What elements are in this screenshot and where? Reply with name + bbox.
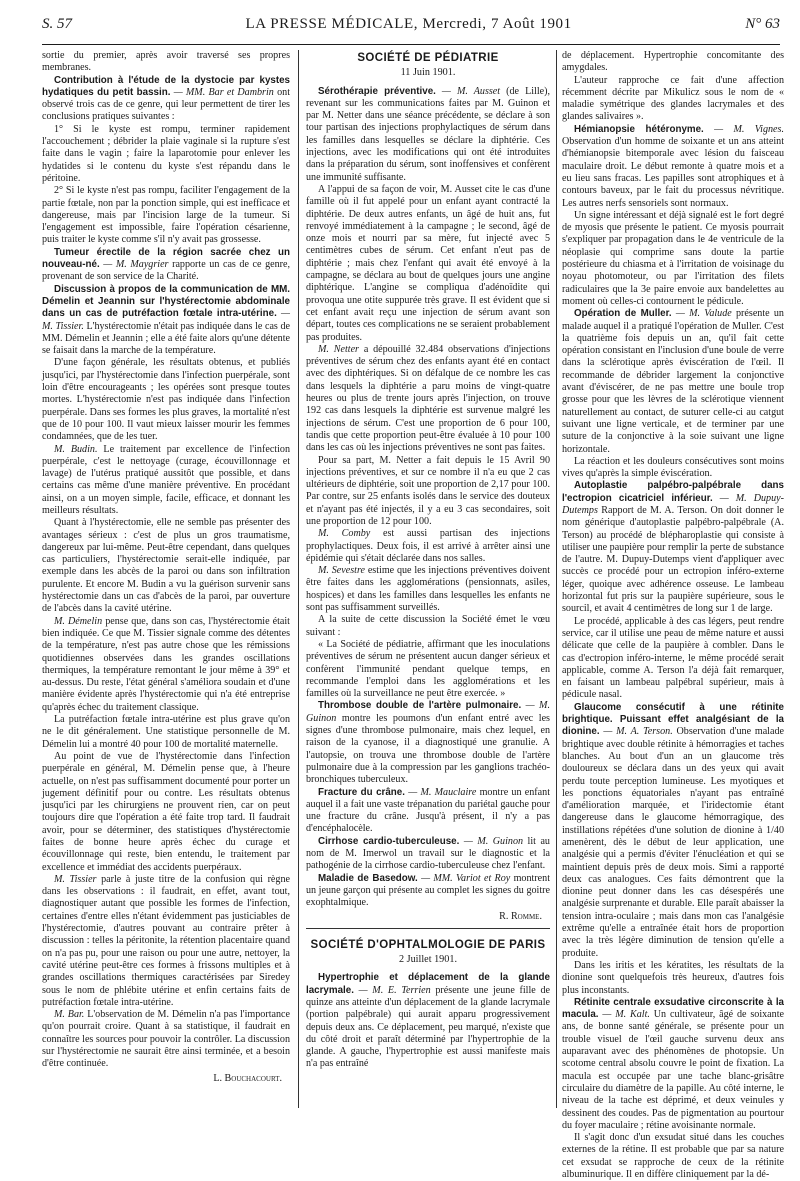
article-title: Discussion à propos de la communication de MM. Démelin et Jeannin sur l'hystérectomie abdominale dans un cas de putréfaction fœtale intra-utérine.: [42, 283, 290, 320]
signature: L. Bouchacourt.: [213, 1072, 282, 1084]
column-2: [306, 50, 550, 1110]
paragraph: Au point de vue de l'hystérectomie dans l'infection puerpérale en général, M. Démelin pense que, à l'heure actuelle, on n'est pas suffisamment documenté pour porter un jugement définitif pour ou contre. Les résultats obtenus jusqu'ici par les chirurgiens ne prouvent rien, car on peut toujours dire que l'opération a été faite trop tard. Il faudrait avoir, pour se déterminer, des statistiques d'hystérectomie faites de bonne heure après échec du curage et écouvillonnage qui reste, bien entendu, le traitement par excellence et immédiat des accidents puerpéraux.: [42, 750, 290, 873]
article-cirrhose: [306, 836, 550, 873]
column-divider: [556, 50, 557, 1108]
quote: « La Société de pédiatrie, affirmant que les inoculations préventives de sérum ne présentent aucun danger sérieux et confèrent l'immunité pendant quelque temps, en recommande l'emploi dans les agglomérations et les familles où la surveillance ne peut être exercée. »: [306, 638, 550, 700]
paragraph: 1° Si le kyste est rompu, terminer rapidement l'accouchement ; débrider la plaie vaginale si la rupture s'est faite dans le vagin ; faire la laparotomie pour enlever les hydatides si le contenu du kyste s'est répandu dans le péritoine.: [42, 123, 290, 184]
article-authors: — M. Dupuy-Dutemps: [562, 492, 784, 516]
article-title: Thrombose double de l'artère pulmonaire.: [318, 700, 522, 712]
article-title: Fracture du crâne.: [318, 786, 405, 798]
article-authors: — M. Tissier.: [42, 308, 290, 332]
article-title: Tumeur érectile de la région sacrée chez un nouveau-né.: [42, 246, 290, 271]
paragraph: [42, 874, 290, 1009]
column-divider: [298, 50, 299, 1108]
paragraph: La réaction et les douleurs consécutives sont moins vives qu'après la simple éviscération.: [562, 455, 784, 480]
article-title: Hémianopsie hétéronyme.: [574, 123, 704, 135]
article-authors: — M. Maygrier: [103, 259, 169, 271]
page-header: [42, 16, 780, 45]
article-authors: — M. Guinon: [306, 700, 550, 724]
speaker-name: M. Comby: [318, 528, 371, 540]
speaker-name: M. Netter: [318, 343, 359, 355]
page-number-left: S. 57: [42, 16, 72, 32]
paragraph: [42, 616, 290, 714]
article-glaucome: [562, 702, 784, 960]
article-title: Hypertrophie et déplacement de la glande lacrymale.: [306, 972, 550, 996]
article-authors: — M. Vignes.: [714, 123, 784, 135]
paragraph: A l'appui de sa façon de voir, M. Ausset cite le cas d'une famille où il fut appelé pour un enfant ayant contracté la diphtérie. De deux autres enfants, un âgé de huit ans, fut renvoyé immédiatement à la campagne ; le second, âgé de onze mois et nourri par sa mère, fut injecté avec 5 centimètres cubes de sérum. Cet enfant n'eut pas de diphtérie ; mais chez l'enfant qui avait été envoyé à la campagne, se déclara au bout de quelques jours une angine diphtérique. L'angine se compliqua d'adénoïdite qui provoqua une otite suppurée très grave. Il est évident que si cet enfant avait reçu une injection de sérum avant son départ, toutes ces complications ne se seraient probablement pas produites.: [306, 183, 550, 343]
article-text: présente une jeune fille de quinze ans atteinte d'un déplacement de la glande lacrymale (portion palpébrale) qui aurait apparu progressivement depuis deux ans. Ce déplacement, peu marqué, n'existe que du côté droit et paraît déterminé par l'hypertrophie de la glande. A gauche, l'hypertrophie est aussi manifeste mais n'a pas entraîné: [306, 984, 550, 1070]
journal-title: LA PRESSE MÉDICALE, Mercredi, 7 Août 1901: [245, 16, 572, 32]
paragraph: Dans les iritis et les kératites, les résultats de la dionine sont quelquefois très heureux, d'autres fois plus inconstants.: [562, 959, 784, 996]
article-text: Observation d'une malade brightique avec double rétinite à hémorragies et taches blanches. Au bout d'un an un glaucome très douloureux se déclara dans un des yeux qui avait perdu toute perception lumineuse. Les myotiques et les ponctions équatoriales n'ayant pas entraîné d'amélioration marquée, et l'iridectomie étant dangereuse dans le glaucome hémorragique, des instillations répétées d'une solution de dionine à 1/40 amenèrent, dès le début de leur application, une analgésie qui a permis d'éviter l'énucléation et qui se maintient depuis près de deux mois. Simi a rapporté deux cas analogues. Ces faits démontrent que la dionine peut donner dans les cas désespérés une analgésie surprenante et durable. Elle paraît abaisser la tension intra-oculaire ; mais dans mon cas l'analgésie extrême qu'elle a entraînée était hors de proportion avec la très légère diminution de tension qu'elle a produite.: [562, 726, 784, 959]
article-title: Sérothérapie préventive.: [318, 85, 436, 97]
article-fracture: [306, 787, 550, 836]
article-text: ont observé trois cas de ce genre, qui leur permettent de tirer les conclusions pratiques suivantes :: [42, 86, 290, 123]
signature: R. Romme.: [499, 911, 542, 923]
section-divider: [306, 928, 550, 929]
article-text: L'hystérectomie n'était pas indiquée dans le cas de MM. Démelin et Jeannin ; elle a été faite alors qu'une détente se faisait dans la marche de la température.: [42, 320, 290, 357]
article-text: Observation d'un homme de soixante et un ans atteint d'hémianopsie bitemporale avec lésion du faisceau maculaire droit. Le début remonte à quatre mois et a eu lieu sans fracas. Les papilles sont atrophiques et à contours baveux, par le fait du processus névritique. Les autres nerfs sensoriels sont normaux.: [562, 136, 784, 209]
paragraph-text: estime que les injections préventives doivent être faites dans les agglomérations (pensionnats, asiles, hospices) et dans les familles dans lesquelles les enfants ne sont pas suffisamment surveillés.: [306, 565, 550, 614]
paragraph: de déplacement. Hypertrophie concomitante des amygdales.: [562, 50, 784, 74]
paragraph: A la suite de cette discussion la Société émet le vœu suivant :: [306, 614, 550, 638]
paragraph: Pour sa part, M. Netter a fait depuis le 15 Avril 90 injections préventives, et sur ce nombre il n'a eu que 2 cas ultérieurs de diphtérie, soit une proportion de 2,17 pour 100. Par contre, sur 25 enfants isolés dans le service des douteux et n'ayant pas été injectés, il y a eu 3 cas secondaires, soit une proportion de 12 pour 100.: [306, 454, 550, 527]
article-hemianopsie: [562, 124, 784, 210]
paragraph: Quant à l'hystérectomie, elle ne semble pas présenter des avantages sérieux : c'est de plus un gros traumatisme, dangereux par lui-même. Peut-être cependant, dans quelques cas particuliers, l'hystérectomie serait-elle indiquée, par exemple dans les abcès de la paroi ou dans son infiltration purulente. Et encore M. Budin a vu la guérison survenir sans hystérectomie dans un cas d'abcès de la paroi, par ouverture de l'abcès dans la cavité utérine.: [42, 517, 290, 615]
paragraph: Un signe intéressant et déjà signalé est le fort degré de myosis que présente le patient. Ce myosis pourrait s'expliquer par propagation dans le 4e ventricule de la néoplasie qui comprime sans doute la partie postérieure du chiasma et à l'irritation de voisinage du noyau photomoteur, ou par l'irritation des filets radiculaires que la 3e paire envoie aux bandelettes au moment où celles-ci contournent le pédicule.: [562, 209, 784, 307]
paragraph: [306, 565, 550, 614]
article-text: montre les poumons d'un enfant entré avec les signes d'une thrombose pulmonaire, mais chez lequel, en raison de la cyanose, il a diagnostiqué une granulie. A l'autopsie, on trouva une thrombose double de l'artère pulmonaire due à la compression par les ganglions trachéo-bronchiques tuberculeux.: [306, 712, 550, 786]
speaker-name: M. Bar.: [54, 1009, 85, 1021]
article-title: Opération de Muller.: [574, 308, 672, 320]
paragraph: sortie du premier, après avoir traversé ses propres membranes.: [42, 50, 290, 74]
article-basedow: [306, 873, 550, 910]
paragraph-text: pense que, dans son cas, l'hystérectomie était bien indiquée. Ce que M. Tissier signale comme des détentes de la température, n'est pas autre chose que les rémissions quotidiennes observées dans les grandes oscillations thermiques, la température remontant le jour même à 39° et au-dessus. Du reste, l'état général s'améliora soudain et d'une manière évidente après l'hystérectomie qui n'a été entreprise qu'après échec du traitement classique.: [42, 615, 290, 713]
paragraph: L'auteur rapproche ce fait d'une affection récemment décrite par Mikulicz sous le nom de « maladie symétrique des glandes lacrymales et des glandes salivaires ».: [562, 74, 784, 123]
article-retinite: [562, 997, 784, 1132]
article-authors: — MM. Variot et Roy: [421, 872, 511, 884]
article-serotherapie: [306, 86, 550, 184]
article-authors: — M. E. Terrien: [358, 984, 431, 996]
article-title: Maladie de Basedow.: [318, 872, 418, 884]
article-authors: — MM. Bar et Dambrin: [173, 86, 274, 98]
speaker-name: M. Démelin: [54, 615, 103, 627]
paragraph: [42, 1009, 290, 1070]
column-1: [42, 50, 290, 1110]
article-title: Glaucome consécutif à une rétinite brightique. Puissant effet analgésiant de la dionine.: [562, 701, 784, 738]
article-dystocie: [42, 75, 290, 124]
paragraph-text: L'observation de M. Démelin n'a pas l'importance qu'on pourrait croire. Quant à sa statistique, il faudrait en connaître les sources pour pouvoir la contrôler. La discussion sur l'hystérectomie ne saurait être ainsi terminée, et a besoin d'être continuée.: [42, 1009, 291, 1070]
article-muller: [562, 308, 784, 456]
article-text: (de Lille), revenant sur les communications faites par M. Guinon et par M. Netter dans une séance précédente, se déclare à son tour partisan des injections prophylactiques de sérum dans les familles dans lesquelles se déclare la diphtérie. Ces injections, avec les modifications qui ont été introduites dans la préparation du sérum, sont inoffensives et confèrent une immunité suffisante.: [306, 85, 551, 183]
speaker-name: M. Tissier: [54, 873, 97, 885]
article-tumeur: [42, 247, 290, 284]
article-title: Autoplastie palpébro-palpébrale dans l'ectropion cicatriciel inférieur.: [562, 480, 784, 504]
paragraph: La putréfaction fœtale intra-utérine est plus grave qu'on ne le dit généralement. Une statistique personnelle de M. Démelin lui a montré 40 pour 100 de mortalité maternelle.: [42, 714, 290, 750]
article-autoplastie: [562, 480, 784, 615]
article-authors: — M. Kalt.: [602, 1009, 650, 1021]
article-text: montrent un jeune garçon qui présente au complet les signes du goitre exophtalmique.: [306, 872, 551, 909]
article-text: rapporte un cas de ce genre, provenant de son service de la Charité.: [42, 259, 291, 283]
paragraph: D'une façon générale, les résultats obtenus, et publiés jusqu'ici, par l'hystérectomie dans l'infection puerpérale, sont loin d'être encourageants ; les opérées sont presque toutes mortes. L'hystérectomie n'est pas indiquée dans l'infection puerpérale. Dans ses formes les plus graves, la mortalité n'est que de 10 pour 100. Il vaut mieux laisser mourir les femmes condamnées, que de les tuer.: [42, 357, 290, 443]
paragraph-text: est aussi partisan des injections prophylactiques. Deux fois, il est arrivé à arrêter ainsi une épidémie qui s'était déclarée dans nos salles.: [306, 528, 550, 564]
paragraph-text: a dépouillé 32.484 observations d'injections préventives de sérum chez des enfants ayant été en contact avec des diphtériques. Si on défalque de ce nombre les cas dans lesquels la diphtérie a paru moins de vingt-quatre heures ou plus de trente jours après l'injection, on trouve 192 cas dans lesquels la diphtérie est survenue malgré les injections de sérum. C'est une proportion de 6 pour 100, tandis que cette proportion peut-être évaluée à 10 pour 100 dans les cas où les injections préventives ne sont pas faites.: [306, 343, 551, 454]
section-date: 2 Juillet 1901.: [398, 954, 457, 966]
article-text: Rapport de M. A. Terson. On doit donner le nom générique d'autoplastie palpébro-palpébrale (A. Terson) au procédé de blépharoplastie qui consiste à utiliser une paupière pour remplir la perte de substance de l'autre. M. Dupuy-Dutemps vient d'appliquer avec succès ce procédé pour un ectropion inféro-externe léger, quoique avec adhérence osseuse. Le lambeau horizontal fut pris sur la paupière supérieure, sous le sourcil, et avait 4 centimètres de long sur 1 de large.: [562, 504, 784, 615]
article-text: Un cultivateur, âgé de soixante ans, de bonne santé générale, se présente pour un trouble visuel de l'œil gauche survenu deux ans auparavant avec des phénomènes de photopsie. Un scotome central absolu couvre le point de fixation. La macula est occupée par une tache blanc-grisâtre circulaire du diamètre de la papille. Au côté interne, le niveau de la tache est déprimé, et deux veinules y dessinent des coudes. Pas de pigmentation au pourtour du foyer maculaire ; rétine avoisinante normale.: [562, 1009, 784, 1131]
article-authors: — M. Ausset: [441, 85, 501, 97]
section-title: SOCIÉTÉ DE PÉDIATRIE: [357, 52, 499, 64]
article-discussion: [42, 284, 290, 358]
article-text: présente un malade auquel il a pratiqué l'opération de Muller. C'est la quatrième fois depuis un an, qu'il fait cette opération consistant en l'inclusion d'une boule de verre dans la sclérotique après éviscération de l'œil. Il recommande de débrider largement la conjonctive avant d'éviscérer, de ne pas mettre une boule trop grosse pour que les lèvres de la sclérotique viennent naturellement au contact, de suturer celle-ci au catgut suivant une ligne verticale, et de terminer par une suture de la conjonctive à la soie suivant une ligne horizontale.: [562, 308, 784, 455]
article-authors: — M. Guinon: [463, 835, 524, 847]
paragraph: 2° Si le kyste n'est pas rompu, faciliter l'engagement de la partie fœtale, non par la ponction simple, qui est inefficace et dangereuse, mais par l'incision large de la tumeur. Si l'engagement est impossible, faire l'opération césarienne, puis traiter le kyste comme s'il n'y avait pas grossesse.: [42, 185, 290, 246]
article-title: Rétinite centrale exsudative circonscrite à la macula.: [562, 996, 784, 1021]
paragraph-text: parle à juste titre de la confusion qui règne dans les observations : il faudrait, en effet, avant tout, diagnostiquer autant que possible les formes de l'infection, certaines d'entre elles n'étant évidemment pas justiciables de l'hystérectomie, d'autres pouvant au contraire prêter à discussion : telles la péritonite, la rétention placentaire quand on n'a pas pu, pour une raison ou pour une autre, nettoyer, la cavité utérine peut-être ces formes à frissons multiples et à grandes oscillations thermiques caractérisées par Siredey sous le nom de phlébite utérine et enfin certains faits de putréfaction fœtale intra-utérine.: [42, 873, 290, 1008]
speaker-name: M. Sevestre: [318, 565, 365, 577]
paragraph: [306, 528, 550, 565]
paragraph: Il s'agit donc d'un exsudat situé dans les couches externes de la rétine. Il est probable que par sa nature cet exsudat se rapproche de ceux de la rétinite albuminurique. Il en diffère cliniquement par la dé-: [562, 1132, 784, 1181]
paragraph-text: Le traitement par excellence de l'infection puerpérale, c'est le nettoyage (curage, écouvillonnage et lavage) de l'utérus pratiqué aussitôt que possible, et dans certains cas même d'une manière préventive. En procédant ainsi, on a un moyen simple, facile, efficace, et donnant les meilleurs résultats.: [42, 443, 291, 516]
paragraph: [306, 344, 550, 455]
article-text: lit au nom de M. Imerwol un travail sur le diagnostic et la pathogénie de la cirrhose cardio-tuberculeuse chez l'enfant.: [306, 835, 550, 872]
column-3: [562, 50, 784, 1181]
paragraph: [42, 444, 290, 518]
paragraph: Le procédé, applicable à des cas légers, peut rendre service, car il utilise une peau de même nature et aussi délicate que celle de la paupière à combler. Dans le cas d'ectropion inféro-interne, le même procédé serait applicable, comme A. Terson l'a déjà fait remarquer, en faisant un lambeau palpébral supérieur, mais à pédicule nasal.: [562, 615, 784, 701]
article-thrombose: [306, 700, 550, 786]
article-lacrymale: [306, 972, 550, 1070]
speaker-name: M. Budin.: [54, 443, 98, 455]
section-date: 11 Juin 1901.: [400, 67, 456, 79]
article-title: Contribution à l'étude de la dystocie par kystes hydatiques du petit bassin.: [42, 74, 290, 98]
section-title: SOCIÉTÉ D'OPHTALMOLOGIE DE PARIS: [310, 938, 546, 951]
article-authors: — M. Valude: [675, 308, 732, 320]
article-authors: — M. A. Terson.: [603, 726, 673, 738]
article-text: montre un enfant auquel il a fait une vaste trépanation du pariétal gauche pour une fracture du crâne. Jusqu'à présent, il n'y a pas d'encéphalocèle.: [306, 786, 550, 835]
article-authors: — M. Mauclaire: [408, 786, 477, 798]
issue-number: N° 63: [745, 16, 780, 32]
article-title: Cirrhose cardio-tuberculeuse.: [318, 835, 460, 847]
